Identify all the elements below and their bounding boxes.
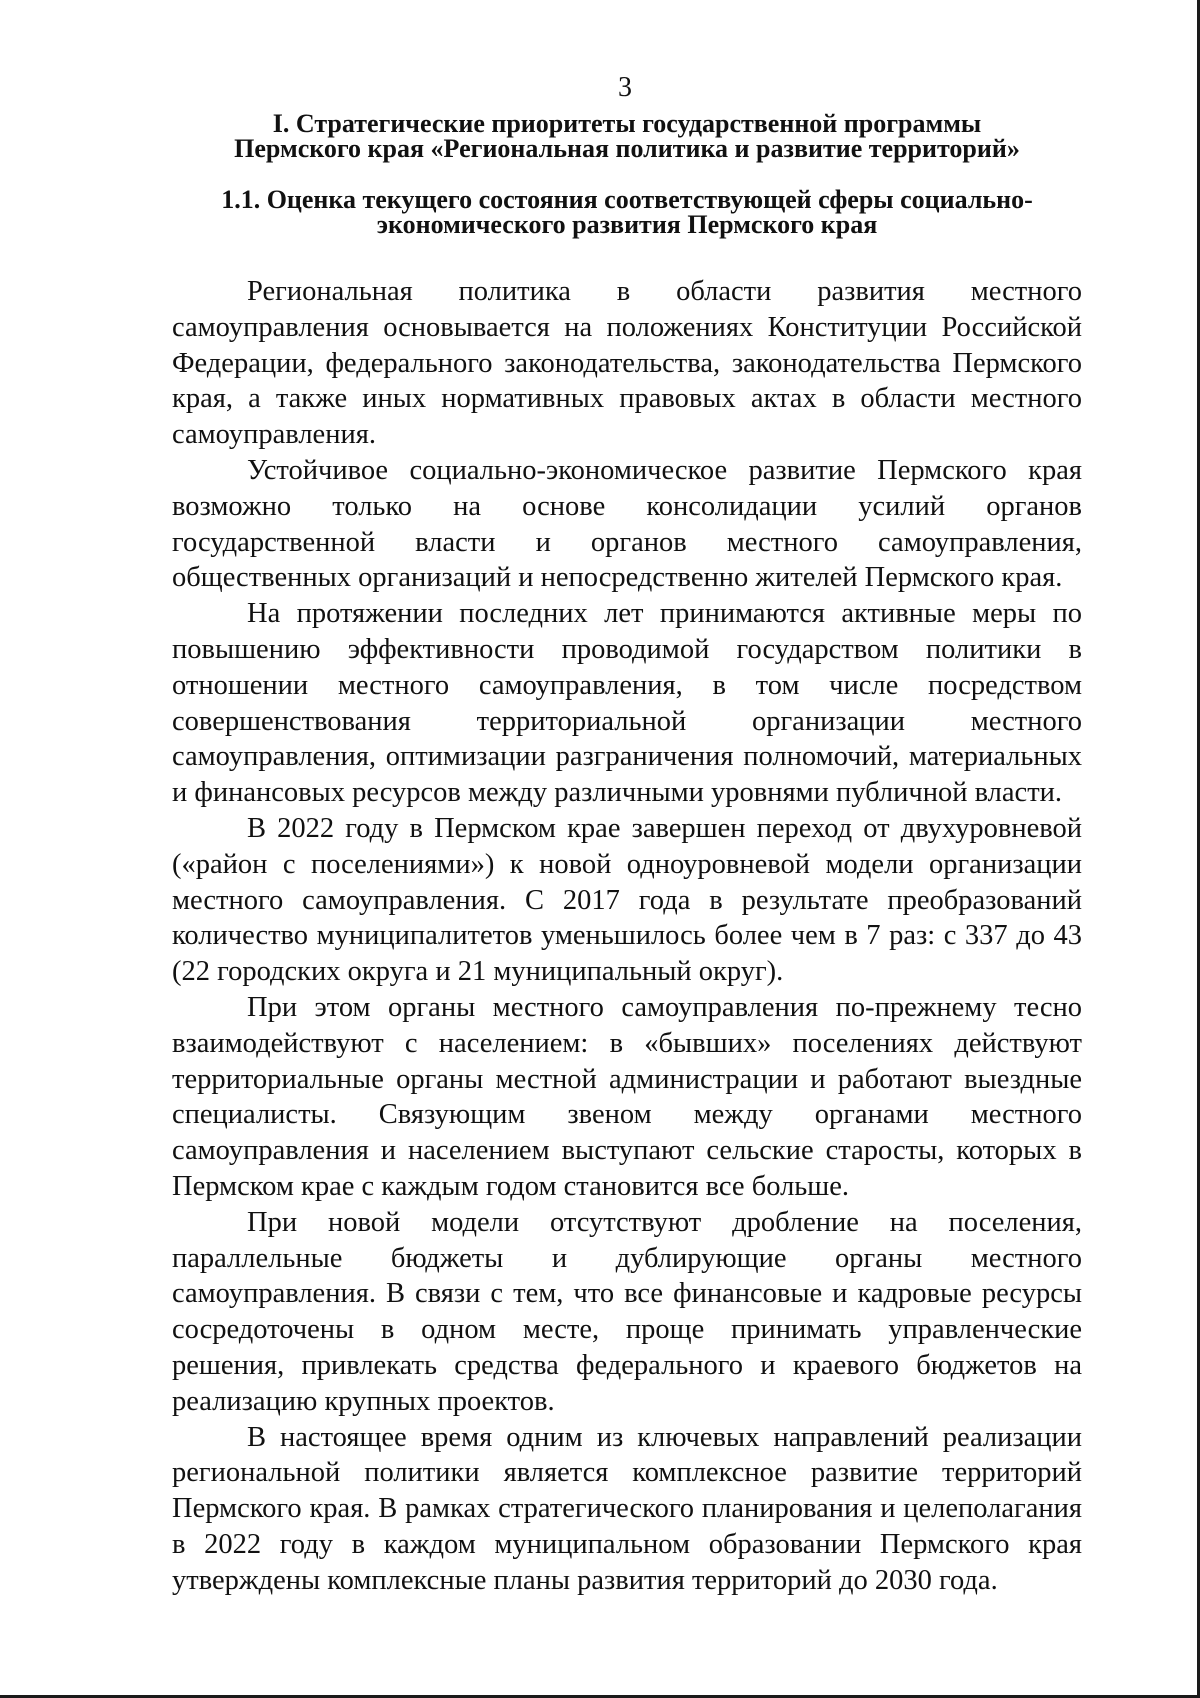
paragraph: На протяжении последних лет принимаются активные меры по повышению эффективности проводимой государством политики в отношении местного самоуправления, в том числе посредством совершенствования территориальной организации местного самоуправления, оптимизации разграничения полномочий, материальных и финансовых ресурсов между различными уровнями публичной власти. bbox=[172, 598, 1082, 809]
section-heading-line: I. Стратегические приоритеты государственной программы bbox=[272, 109, 982, 138]
paragraph: Устойчивое социально-экономическое развитие Пермского края возможно только на основе консолидации усилий органов государственной власти и органов местного самоуправления, общественных организаций и непосредственно жителей Пермского края. bbox=[172, 454, 1082, 594]
body-text bbox=[172, 274, 1082, 1598]
paragraph: В настоящее время одним из ключевых направлений реализации региональной политики является комплексное развитие территорий Пермского края. В рамках стратегического планирования и целеполагания в 2022 году в каждом муниципальном образовании Пермского края утверждены комплексные планы развития территорий до 2030 года. bbox=[172, 1421, 1082, 1596]
section-heading-line: Пермского края «Региональная политика и развитие территорий» bbox=[234, 134, 1020, 163]
paragraph: Региональная политика в области развития местного самоуправления основывается на положениях Конституции Российской Федерации, федерального законодательства, законодательства Пермского края, а также иных нормативных правовых актах в области местного самоуправления. bbox=[172, 276, 1082, 451]
paragraph: При этом органы местного самоуправления по-прежнему тесно взаимодействуют с населением: в «бывших» поселениях действуют территориальные органы местной администрации и работают выездные специалисты. Связующим звеном между органами местного самоуправления и населением выступают сельские старосты, которых в Пермском крае с каждым годом становится все больше. bbox=[172, 991, 1082, 1202]
section-heading bbox=[172, 111, 1082, 161]
page-number: 3 bbox=[618, 72, 632, 103]
subsection-heading-line: 1.1. Оценка текущего состояния соответствующей сферы социально- bbox=[221, 185, 1033, 214]
paragraph: В 2022 году в Пермском крае завершен переход от двухуровневой («район с поселениями») к новой одноуровневой модели организации местного самоуправления. С 2017 года в результате преобразований количество муниципалитетов уменьшилось более чем в 7 раз: с 337 до 43 (22 городских округа и 21 муниципальный округ). bbox=[172, 812, 1082, 988]
subsection-heading bbox=[172, 187, 1082, 237]
subsection-heading-line: экономического развития Пермского края bbox=[376, 210, 878, 239]
paragraph: При новой модели отсутствуют дробление на поселения, параллельные бюджеты и дублирующие органы местного самоуправления. В связи с тем, что все финансовые и кадровые ресурсы сосредоточены в одном месте, проще принимать управленческие решения, привлекать средства федерального и краевого бюджетов на реализацию крупных проектов. bbox=[172, 1206, 1082, 1417]
